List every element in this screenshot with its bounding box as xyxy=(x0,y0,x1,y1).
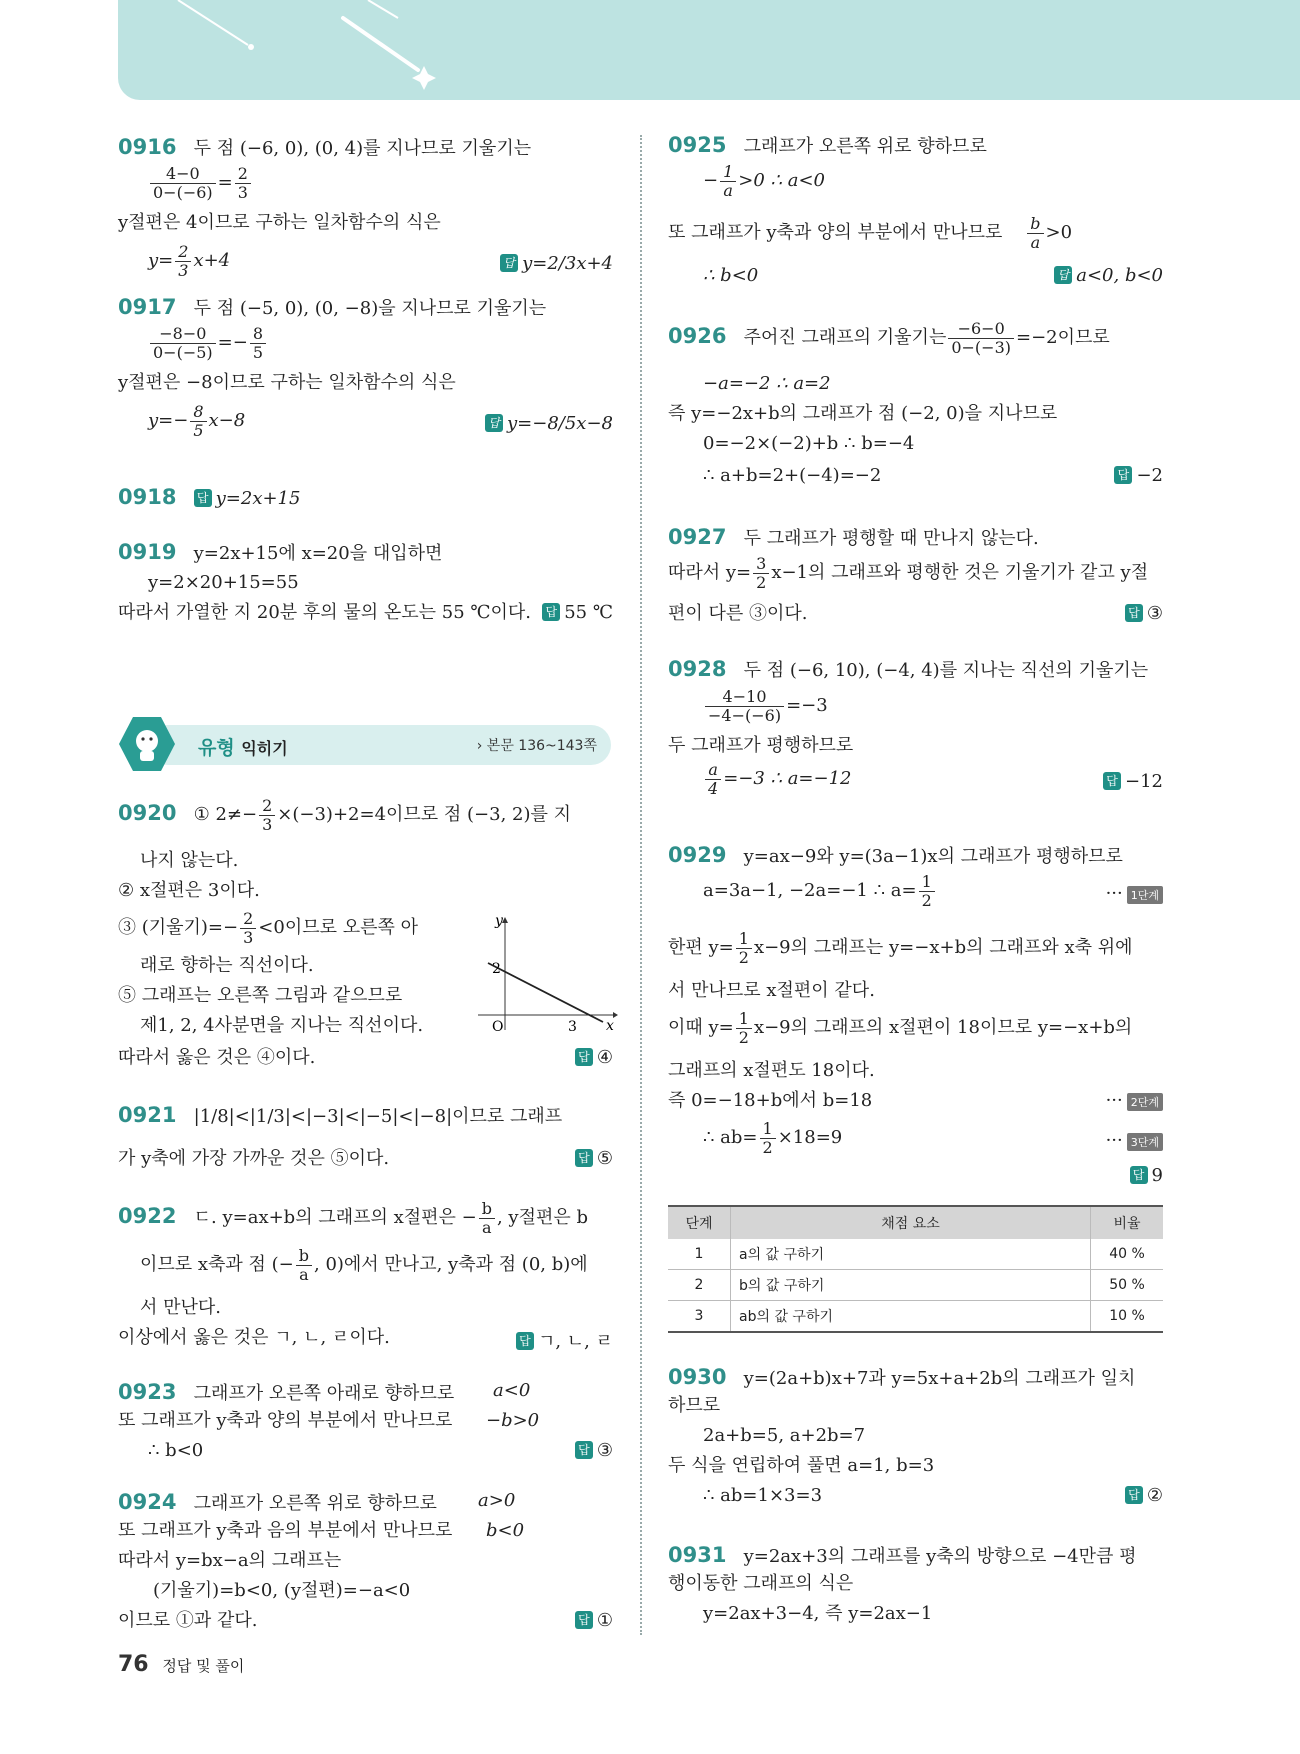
problem-0930-line2: 하므로 xyxy=(668,1395,721,1416)
problem-0921-line1: 0921 |1/8|<|1/3|<|−3|<|−5|<|−8|이므로 그래프 xyxy=(118,1103,563,1127)
problem-0923-line1: 0923 그래프가 오른쪽 아래로 향하므로 xyxy=(118,1380,455,1404)
problem-0917-equation: y=− $\frac{8}{5}$ x−8 xyxy=(148,402,246,440)
footer-label: 정답 및 풀이 xyxy=(162,1657,245,1675)
problem-0929-line4: 서 만나므로 x절편이 같다. xyxy=(668,980,875,1001)
problem-0922-line4: 이상에서 옳은 것은 ㄱ, ㄴ, ㄹ이다. xyxy=(118,1327,390,1348)
problem-0920-line4: ③ (기울기)=− $\frac{2}{3}$ <0이므로 오른쪽 아 xyxy=(118,909,418,947)
problem-0917-slope: $\frac{-8-0}{0-(-5)}$ =− $\frac{8}{5}$ xyxy=(148,325,268,361)
problem-0926-line5: ∴ a+b=2+(−4)=−2 xyxy=(703,465,882,486)
problem-0923-cond1: a<0 xyxy=(493,1380,531,1401)
problem-0924-cond1: a>0 xyxy=(478,1490,516,1511)
page-footer xyxy=(118,1652,244,1677)
problem-0929-line8: ∴ ab= $\frac{1}{2}$ ×18=9 xyxy=(703,1119,843,1157)
step-2-marker: ··· 2단계 xyxy=(1106,1090,1163,1111)
problem-0931-line2: 행이동한 그래프의 식은 xyxy=(668,1573,854,1594)
problem-0920-line8: 따라서 옳은 것은 ④이다. xyxy=(118,1047,316,1068)
problem-0925-line1: 0925 그래프가 오른쪽 위로 향하므로 xyxy=(668,133,987,157)
problem-0923-line2: 또 그래프가 y축과 양의 부분에서 만나므로 xyxy=(118,1410,453,1431)
mascot-icon xyxy=(118,715,176,773)
problem-0924-line3: 따라서 y=bx−a의 그래프는 xyxy=(118,1550,342,1571)
step-1-marker: ··· 1단계 xyxy=(1106,883,1163,904)
answer-0925: 답 a<0, b<0 xyxy=(1054,265,1163,286)
scoring-rubric-table xyxy=(668,1205,1163,1333)
problem-0930-line1: 0930 y=(2a+b)x+7과 y=5x+a+2b의 그래프가 일치 xyxy=(668,1365,1136,1389)
problem-0922-line1: 0922 ㄷ. y=ax+b의 그래프의 x절편은 − $\frac{b}{a}$ , y절편은 b xyxy=(118,1199,588,1237)
answer-0920: 답 ④ xyxy=(575,1047,613,1068)
problem-0928-line2: $\frac{4-10}{-4-(-6)}$ =−3 xyxy=(703,688,828,724)
answer-0929: 답 9 xyxy=(1130,1165,1163,1186)
problem-0917-line1: 0917 두 점 (−5, 0), (0, −8)을 지나므로 기울기는 xyxy=(118,295,547,319)
problem-0919-line2: y=2×20+15=55 xyxy=(148,572,299,593)
column-divider xyxy=(640,135,642,1635)
problem-0916-slope: $\frac{4-0}{0-(-6)}$ = $\frac{2}{3}$ xyxy=(148,165,253,201)
rubric-cell-step: 1 xyxy=(668,1239,731,1270)
problem-0926-line4: 0=−2×(−2)+b ∴ b=−4 xyxy=(703,433,915,454)
problem-number: 0917 xyxy=(118,295,177,319)
problem-0920-line3: ② x절편은 3이다. xyxy=(118,880,260,901)
rubric-cell-ratio: 10 % xyxy=(1091,1301,1164,1333)
rubric-cell-step: 3 xyxy=(668,1301,731,1333)
problem-0922-line3: 서 만난다. xyxy=(140,1297,221,1318)
problem-0920-line7: 제1, 2, 4사분면을 지나는 직선이다. xyxy=(140,1015,424,1036)
graph-origin-label: O xyxy=(492,1019,504,1035)
problem-0931-line1: 0931 y=2ax+3의 그래프를 y축의 방향으로 −4만큼 평 xyxy=(668,1543,1137,1567)
problem-0929-line5: 이때 y= $\frac{1}{2}$ x−9의 그래프의 x절편이 18이므로 y=−x+b의 xyxy=(668,1009,1133,1047)
problem-0928-line3: 두 그래프가 평행하므로 xyxy=(668,735,854,756)
graph-y-label: y xyxy=(495,915,503,929)
problem-0920-line6: ⑤ 그래프는 오른쪽 그림과 같으므로 xyxy=(118,985,403,1006)
problem-0925-line2: − $\frac{1}{a}$ >0 ∴ a<0 xyxy=(703,162,825,200)
problem-0929-line7: 즉 0=−18+b에서 b=18 xyxy=(668,1090,873,1111)
banner-decoration xyxy=(118,0,1300,100)
rubric-cell-item: b의 값 구하기 xyxy=(731,1270,1091,1301)
problem-0928-line1: 0928 두 점 (−6, 10), (−4, 4)를 지나는 직선의 기울기는 xyxy=(668,657,1149,681)
answer-0916: 답 y=2/3x+4 xyxy=(500,253,613,274)
rubric-header-row xyxy=(668,1206,1163,1239)
problem-0930-line3: 2a+b=5, a+2b=7 xyxy=(703,1425,866,1446)
answer-0926: 답 −2 xyxy=(1114,465,1163,486)
problem-0930-line5: ∴ ab=1×3=3 xyxy=(703,1485,823,1506)
answer-0923: 답 ③ xyxy=(575,1440,613,1461)
graph-x-tick: 3 xyxy=(568,1019,577,1035)
rubric-cell-ratio: 40 % xyxy=(1091,1239,1164,1270)
page-number: 76 xyxy=(118,1652,149,1677)
problem-0918: 0918 답 y=2x+15 xyxy=(118,485,301,509)
problem-0926-line2: −a=−2 ∴ a=2 xyxy=(703,373,831,394)
graph-0920 xyxy=(468,915,618,1035)
table-row xyxy=(668,1239,1163,1270)
problem-0924-line5: 이므로 ①과 같다. xyxy=(118,1610,258,1631)
table-row xyxy=(668,1270,1163,1301)
problem-0929-line2: a=3a−1, −2a=−1 ∴ a= $\frac{1}{2}$ xyxy=(703,873,937,909)
problem-0924-line4: (기울기)=b<0, (y절편)=−a<0 xyxy=(153,1580,411,1601)
answer-0921: 답 ⑤ xyxy=(575,1148,613,1169)
answer-0930: 답 ② xyxy=(1125,1485,1163,1506)
problem-0927-line3: 편이 다른 ③이다. xyxy=(668,603,808,624)
problem-0929-line3: 한편 y= $\frac{1}{2}$ x−9의 그래프는 y=−x+b의 그래프와 x축 위에 xyxy=(668,929,1133,967)
header-banner xyxy=(118,0,1300,100)
rubric-cell-item: a의 값 구하기 xyxy=(731,1239,1091,1270)
problem-0916-equation: y= $\frac{2}{3}$ x+4 xyxy=(148,242,231,280)
problem-0923-cond2: −b>0 xyxy=(486,1410,540,1431)
answer-0927: 답 ③ xyxy=(1125,603,1163,624)
problem-0927-line2: 따라서 y= $\frac{3}{2}$ x−1의 그래프와 평행한 것은 기울기가 같고 y절 xyxy=(668,554,1149,592)
problem-0926-line1: 0926 주어진 그래프의 기울기는 $\frac{-6-0}{0-(-3)}$ =−2이므로 xyxy=(668,319,1110,357)
answer-0919: 답 55 ℃ xyxy=(542,602,613,623)
problem-0920-line1: 0920 ① 2≠− $\frac{2}{3}$ ×(−3)+2=4이므로 점 (−3, 2)를 지 xyxy=(118,796,571,834)
graph-y-tick: 2 xyxy=(492,961,501,977)
section-reference: › 본문 136~143쪽 xyxy=(476,738,597,754)
problem-0917-line3: y절편은 −8이므로 구하는 일차함수의 식은 xyxy=(118,372,456,393)
problem-number: 0916 xyxy=(118,135,177,159)
problem-0919-line1: 0919 y=2x+15에 x=20을 대입하면 xyxy=(118,540,443,564)
problem-0921-line2: 가 y축에 가장 가까운 것은 ⑤이다. xyxy=(118,1148,390,1169)
answer-0928: 답 −12 xyxy=(1103,771,1163,792)
answer-0922: 답 ㄱ, ㄴ, ㄹ xyxy=(516,1327,613,1353)
answer-0917: 답 y=−8/5x−8 xyxy=(485,413,613,434)
problem-0924-line2: 또 그래프가 y축과 음의 부분에서 만나므로 xyxy=(118,1520,453,1541)
problem-0923-line3: ∴ b<0 xyxy=(148,1440,204,1461)
problem-0928-line4: $\frac{a}{4}$ =−3 ∴ a=−12 xyxy=(703,761,852,797)
table-row xyxy=(668,1301,1163,1333)
problem-0930-line4: 두 식을 연립하여 풀면 a=1, b=3 xyxy=(668,1455,935,1476)
rubric-cell-step: 2 xyxy=(668,1270,731,1301)
problem-0924-line1: 0924 그래프가 오른쪽 위로 향하므로 xyxy=(118,1490,437,1514)
answer-0924: 답 ① xyxy=(575,1610,613,1631)
step-3-marker: ··· 3단계 xyxy=(1106,1130,1163,1151)
problem-0925-line3: 또 그래프가 y축과 양의 부분에서 만나므로 $\frac{b}{a}$ >0 xyxy=(668,214,1073,252)
problem-0919-line3: 따라서 가열한 지 20분 후의 물의 온도는 55 ℃이다. xyxy=(118,602,532,623)
problem-0929-line1: 0929 y=ax−9와 y=(3a−1)x의 그래프가 평행하므로 xyxy=(668,843,1123,867)
section-header xyxy=(118,715,613,773)
rubric-cell-item: ab의 값 구하기 xyxy=(731,1301,1091,1333)
problem-0929-line6: 그래프의 x절편도 18이다. xyxy=(668,1060,875,1081)
rubric-header-ratio: 비율 xyxy=(1091,1206,1164,1239)
section-title: 유형 익히기 xyxy=(198,737,288,759)
rubric-cell-ratio: 50 % xyxy=(1091,1270,1164,1301)
problem-0926-line3: 즉 y=−2x+b의 그래프가 점 (−2, 0)을 지나므로 xyxy=(668,403,1058,424)
rubric-header-item: 채점 요소 xyxy=(731,1206,1091,1239)
graph-x-label: x xyxy=(606,1018,614,1034)
problem-0920-line2: 나지 않는다. xyxy=(140,850,239,871)
rubric-header-step: 단계 xyxy=(668,1206,731,1239)
problem-0925-line4: ∴ b<0 xyxy=(703,265,759,286)
problem-0924-cond2: b<0 xyxy=(486,1520,525,1541)
problem-0916-line3: y절편은 4이므로 구하는 일차함수의 식은 xyxy=(118,212,441,233)
problem-0922-line2: 이므로 x축과 점 (− $\frac{b}{a}$ , 0)에서 만나고, y축과 점 (0, b)에 xyxy=(140,1246,588,1284)
problem-0916-line1: 0916 두 점 (−6, 0), (0, 4)를 지나므로 기울기는 xyxy=(118,135,532,159)
problem-0931-line3: y=2ax+3−4, 즉 y=2ax−1 xyxy=(703,1603,933,1624)
problem-0927-line1: 0927 두 그래프가 평행할 때 만나지 않는다. xyxy=(668,525,1039,549)
problem-0920-line5: 래로 향하는 직선이다. xyxy=(140,955,314,976)
